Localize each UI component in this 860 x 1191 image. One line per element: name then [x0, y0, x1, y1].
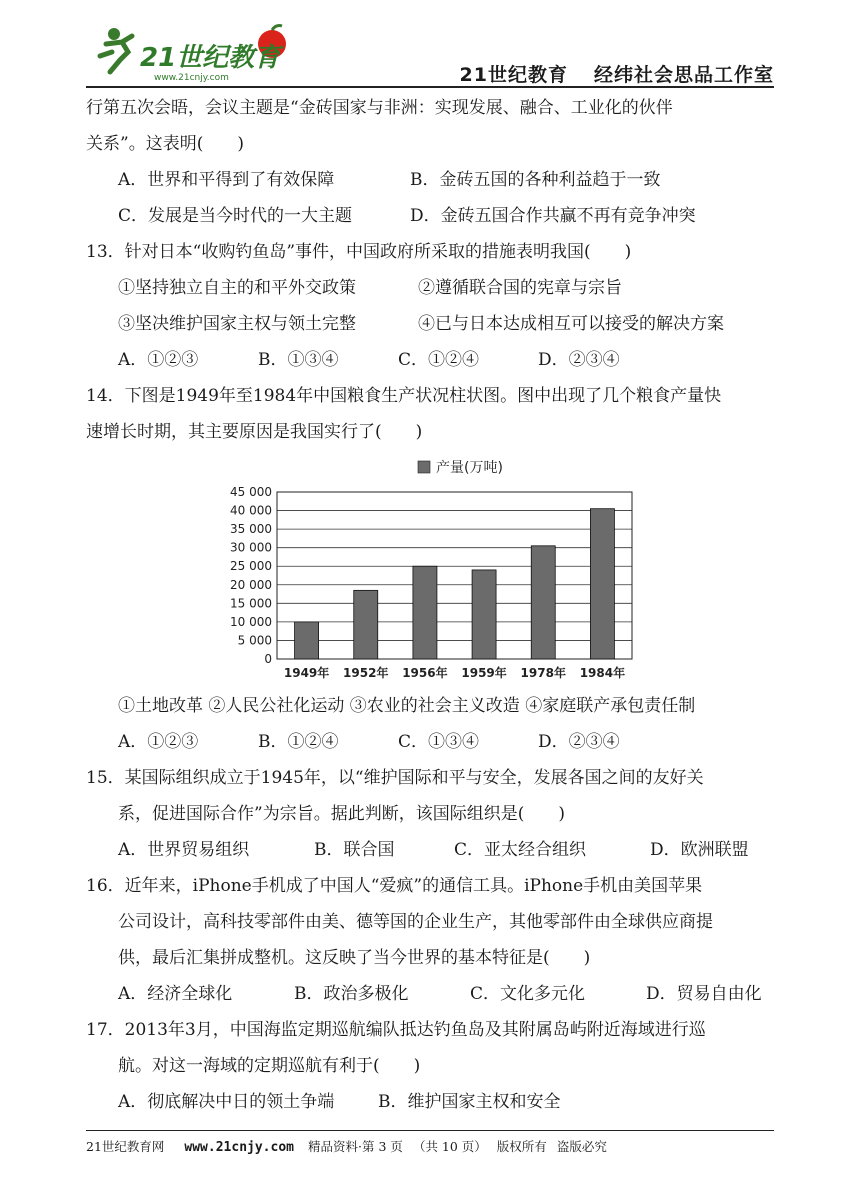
footer-page-unit: 页: [390, 1139, 403, 1154]
q15-stem-line1: 15．某国际组织成立于1945年，以“维护国际和平与安全，发展各国之间的友好关: [86, 768, 704, 788]
q13-option-d: D．②③④: [538, 350, 620, 370]
q15-option-a: A．世界贸易组织: [118, 840, 250, 860]
y-tick-label: 45 000: [230, 485, 272, 499]
q12-option-c: C．发展是当今时代的一大主题: [118, 206, 353, 226]
q17-option-a: A．彻底解决中日的领土争端: [118, 1092, 335, 1112]
header-title: [460, 60, 774, 87]
q12-stem-line2: 关系”。这表明( ): [86, 134, 244, 154]
x-tick-label: 1956年: [402, 666, 448, 680]
q13-item-2: ②遵循联合国的宪章与宗旨: [418, 278, 622, 298]
q12-option-b: B．金砖五国的各种利益趋于一致: [410, 170, 661, 190]
q15-option-d: D．欧洲联盟: [650, 840, 749, 860]
q12-options-row1: [86, 162, 776, 198]
q14-option-a: A．①②③: [118, 732, 199, 752]
q14-stem-line2: 速增长时期，其主要原因是我国实行了( ): [86, 422, 423, 442]
page-header: [0, 0, 860, 90]
q16-option-b: B．政治多极化: [294, 984, 409, 1004]
svg-text:21世纪教育: 21世纪教育: [140, 43, 281, 73]
q14-option-d: D．②③④: [538, 732, 620, 752]
page-content: [86, 90, 776, 1120]
q16-option-c: C．文化多元化: [470, 984, 586, 1004]
q16-options: [86, 976, 776, 1012]
grain-production-chart: [86, 450, 776, 688]
q13-option-b: B．①③④: [258, 350, 339, 370]
q16-stem-line1: 16．近年来，iPhone手机成了中国人“爱疯”的通信工具。iPhone手机由美国苹果: [86, 876, 703, 896]
footer-rights: 版权所有: [496, 1139, 547, 1154]
footer-label: 精品资料·第: [307, 1139, 375, 1154]
q14-options: [86, 724, 776, 760]
footer-piracy: 盗版必究: [556, 1139, 607, 1154]
bar-1952年: [354, 590, 378, 659]
footer-url: www.21cnjy.com: [184, 1140, 294, 1155]
header-divider: [86, 86, 774, 88]
q13-stem: 13．针对日本“收购钓鱼岛”事件，中国政府所采取的措施表明我国( ): [86, 242, 632, 262]
q14-stem-line1: 14．下图是1949年至1984年中国粮食生产状况柱状图。图中出现了几个粮食产量快: [86, 386, 722, 406]
x-tick-label: 1952年: [343, 666, 389, 680]
q14-items: ①土地改革 ②人民公社化运动 ③农业的社会主义改造 ④家庭联产承包责任制: [118, 696, 696, 716]
x-tick-label: 1978年: [520, 666, 566, 680]
page-footer: [86, 1130, 774, 1155]
q15-option-b: B．联合国: [314, 840, 395, 860]
q12-options-row2: [86, 198, 776, 234]
q13-items-row2: [86, 306, 776, 342]
footer-total-pages: （共 10 页）: [412, 1139, 487, 1154]
y-tick-label: 5 000: [237, 633, 272, 648]
q13-item-4: ④已与日本达成相互可以接受的解决方案: [418, 314, 724, 334]
footer-site-name: 21世纪教育网: [86, 1139, 165, 1154]
bar-1978年: [531, 546, 555, 659]
q14-option-c: C．①③④: [398, 732, 480, 752]
footer-page-number: 3: [378, 1139, 387, 1154]
legend-swatch: [418, 461, 430, 473]
y-tick-label: 35 000: [230, 522, 272, 537]
q17-stem-line1: 17．2013年3月，中国海监定期巡航编队抵达钓鱼岛及其附属岛屿附近海域进行巡: [86, 1020, 706, 1040]
q15-option-c: C．亚太经合组织: [454, 840, 587, 860]
q12-option-a: A．世界和平得到了有效保障: [118, 170, 335, 190]
q17-stem-line2: 航。对这一海域的定期巡航有利于( ): [118, 1056, 421, 1076]
q15-stem-line2: 系，促进国际合作”为宗旨。据此判断，该国际组织是( ): [118, 804, 565, 824]
q13-options: [86, 342, 776, 378]
bar-chart-svg: [214, 454, 634, 682]
q15-options: [86, 832, 776, 868]
q17-options: [86, 1084, 776, 1120]
header-brand: 21世纪教育: [459, 64, 568, 86]
legend-label: 产量(万吨): [436, 460, 503, 476]
y-tick-label: 20 000: [230, 577, 272, 592]
21cnjy-logo: [92, 22, 292, 84]
q16-stem-line2: 公司设计，高科技零部件由美、德等国的企业生产，其他零部件由全球供应商提: [118, 912, 713, 932]
x-tick-label: 1984年: [579, 666, 626, 680]
y-tick-label: 30 000: [230, 540, 272, 555]
y-tick-label: 40 000: [230, 503, 272, 518]
bar-1956年: [413, 566, 437, 659]
q13-items-row1: [86, 270, 776, 306]
q13-option-a: A．①②③: [118, 350, 199, 370]
q17-option-b: B．维护国家主权和安全: [378, 1092, 561, 1112]
q12-stem-line1: 行第五次会晤，会议主题是“金砖国家与非洲：实现发展、融合、工业化的伙伴: [86, 98, 673, 118]
y-tick-label: 0: [264, 652, 272, 666]
svg-text:www.21cnjy.com: www.21cnjy.com: [154, 73, 229, 83]
header-studio: 经纬社会思品工作室: [593, 64, 774, 86]
q14-option-b: B．①②④: [258, 732, 339, 752]
q13-item-1: ①坚持独立自主的和平外交政策: [118, 278, 356, 298]
q12-option-d: D．金砖五国合作共赢不再有竞争冲突: [410, 206, 696, 226]
y-tick-label: 10 000: [230, 614, 272, 629]
q13-item-3: ③坚决维护国家主权与领土完整: [118, 314, 356, 334]
x-tick-label: 1959年: [461, 666, 507, 680]
q16-option-d: D．贸易自由化: [646, 984, 762, 1004]
q16-option-a: A．经济全球化: [118, 984, 233, 1004]
plot-frame: [277, 492, 632, 659]
bar-1984年: [590, 509, 614, 659]
bar-1959年: [472, 570, 496, 659]
y-tick-label: 15 000: [230, 596, 272, 611]
q16-stem-line3: 供，最后汇集拼成整机。这反映了当今世界的基本特征是( ): [118, 948, 591, 968]
q13-option-c: C．①②④: [398, 350, 480, 370]
y-tick-label: 25 000: [230, 559, 272, 574]
bar-1949年: [295, 622, 319, 659]
x-tick-label: 1949年: [283, 666, 330, 680]
